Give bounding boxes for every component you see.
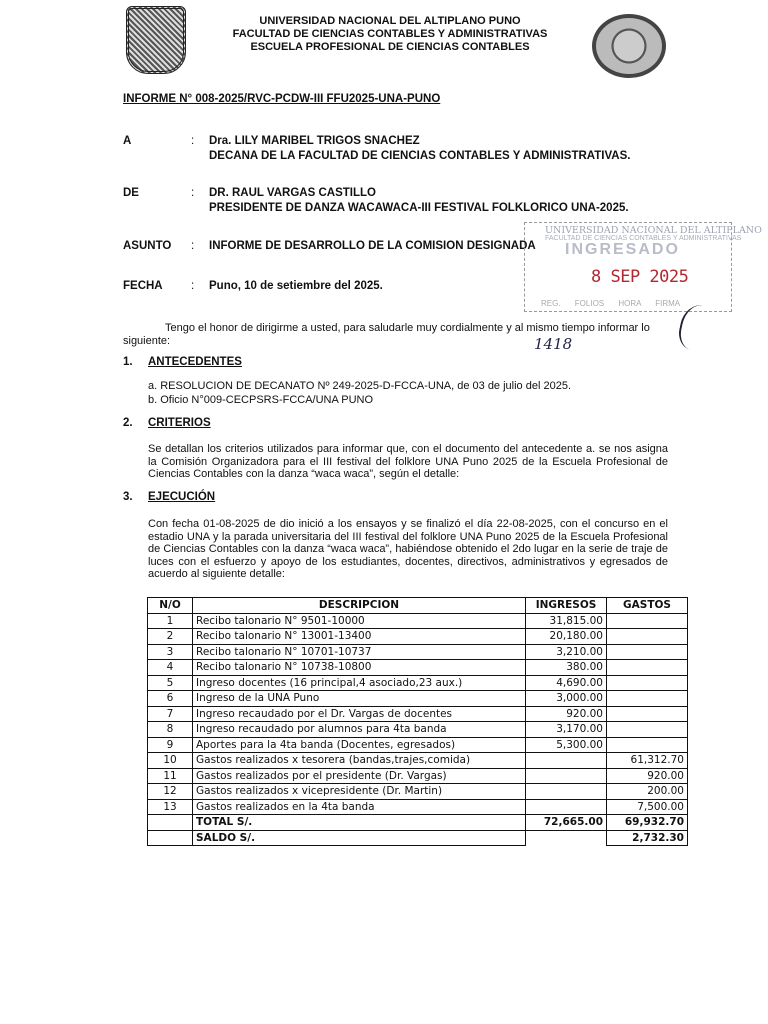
- row-description: Gastos realizados por el presidente (Dr. Vargas): [193, 768, 526, 784]
- row-ingresos: [526, 768, 607, 784]
- row-ingresos: 4,690.00: [526, 675, 607, 691]
- row-number: 12: [148, 784, 193, 800]
- section-2-text: Se detallan los criterios utilizados para informar que, con el documento del antecedente a. se nos asigna la Comisión Organizadora para el III festival del folklore UNA Puno 2025 de la Escuela Profesional de Ciencias Contables con la danza “waca waca”, según el detalle:: [148, 443, 668, 480]
- row-ingresos: [526, 784, 607, 800]
- field-fecha-colon: :: [191, 280, 195, 292]
- field-a-line2: DECANA DE LA FACULTAD DE CIENCIAS CONTABLES Y ADMINISTRATIVAS.: [209, 150, 631, 162]
- row-gastos: [607, 706, 688, 722]
- stamp-status: INGRESADO: [565, 241, 680, 258]
- field-de-line2: PRESIDENTE DE DANZA WACAWACA-III FESTIVAL FOLKLORICO UNA-2025.: [209, 202, 629, 214]
- field-a-line1: Dra. LILY MARIBEL TRIGOS SNACHEZ: [209, 135, 420, 147]
- row-number: 1: [148, 613, 193, 629]
- reception-stamp: [524, 222, 762, 312]
- col-header-desc: DESCRIPCION: [193, 598, 526, 614]
- row-ingresos: 3,170.00: [526, 722, 607, 738]
- total-empty: [148, 815, 193, 831]
- row-gastos: [607, 629, 688, 645]
- section-2-title: CRITERIOS: [148, 417, 211, 429]
- row-description: Gastos realizados x tesorera (bandas,trajes,comida): [193, 753, 526, 769]
- table-header-row: [148, 598, 688, 614]
- row-number: 11: [148, 768, 193, 784]
- field-de-colon: :: [191, 187, 195, 199]
- stamp-date: 8 SEP 2025: [591, 267, 689, 287]
- section-1-title: ANTECEDENTES: [148, 356, 242, 368]
- row-gastos: [607, 660, 688, 676]
- table-row: [148, 753, 688, 769]
- row-number: 8: [148, 722, 193, 738]
- row-gastos: 7,500.00: [607, 799, 688, 815]
- row-description: Gastos realizados en la 4ta banda: [193, 799, 526, 815]
- saldo-label: SALDO S/.: [193, 830, 526, 846]
- row-description: Recibo talonario N° 10701-10737: [193, 644, 526, 660]
- table-row: [148, 613, 688, 629]
- row-ingresos: 31,815.00: [526, 613, 607, 629]
- row-gastos: [607, 691, 688, 707]
- row-description: Ingreso de la UNA Puno: [193, 691, 526, 707]
- field-a-colon: :: [191, 135, 195, 147]
- row-number: 3: [148, 644, 193, 660]
- section-3-title: EJECUCIÓN: [148, 491, 216, 503]
- table-row: [148, 799, 688, 815]
- table-row: [148, 691, 688, 707]
- row-gastos: [607, 722, 688, 738]
- total-ingresos: 72,665.00: [526, 815, 607, 831]
- row-number: 2: [148, 629, 193, 645]
- col-header-no: N/O: [148, 598, 193, 614]
- header-faculty: FACULTAD DE CIENCIAS CONTABLES Y ADMINISTRATIVAS: [232, 28, 548, 40]
- saldo-row: [148, 830, 688, 846]
- row-description: Recibo talonario N° 13001-13400: [193, 629, 526, 645]
- row-gastos: [607, 737, 688, 753]
- table-row: [148, 784, 688, 800]
- row-gastos: 61,312.70: [607, 753, 688, 769]
- field-a-label: A: [123, 135, 132, 147]
- row-ingresos: 920.00: [526, 706, 607, 722]
- row-ingresos: 5,300.00: [526, 737, 607, 753]
- row-description: Recibo talonario N° 10738-10800: [193, 660, 526, 676]
- field-asunto-label: ASUNTO: [123, 240, 172, 252]
- row-number: 10: [148, 753, 193, 769]
- row-number: 4: [148, 660, 193, 676]
- table-row: [148, 737, 688, 753]
- table-row: [148, 644, 688, 660]
- field-fecha-label: FECHA: [123, 280, 163, 292]
- header-university: UNIVERSIDAD NACIONAL DEL ALTIPLANO PUNO: [259, 15, 521, 27]
- field-de-line1: DR. RAUL VARGAS CASTILLO: [209, 187, 376, 199]
- row-gastos: [607, 613, 688, 629]
- row-gastos: [607, 644, 688, 660]
- financial-table: [147, 597, 688, 846]
- row-description: Recibo talonario N° 9501-10000: [193, 613, 526, 629]
- header-school: ESCUELA PROFESIONAL DE CIENCIAS CONTABLES: [250, 41, 530, 53]
- row-ingresos: 20,180.00: [526, 629, 607, 645]
- row-gastos: 200.00: [607, 784, 688, 800]
- saldo-empty: [148, 830, 193, 846]
- row-ingresos: 3,210.00: [526, 644, 607, 660]
- saldo-gastos: 2,732.30: [607, 830, 688, 846]
- table-row: [148, 675, 688, 691]
- row-number: 9: [148, 737, 193, 753]
- antecedente-b: b. Oficio N°009-CECPSRS-FCCA/UNA PUNO: [148, 394, 374, 406]
- row-description: Ingreso recaudado por el Dr. Vargas de docentes: [193, 706, 526, 722]
- col-header-ingresos: INGRESOS: [526, 598, 607, 614]
- stamp-university: UNIVERSIDAD NACIONAL DEL ALTIPLANO: [545, 225, 762, 236]
- table-row: [148, 722, 688, 738]
- faculty-seal-right: [592, 14, 666, 78]
- total-row: [148, 815, 688, 831]
- field-fecha-value: Puno, 10 de setiembre del 2025.: [209, 280, 383, 292]
- field-asunto-colon: :: [191, 240, 195, 252]
- row-ingresos: [526, 799, 607, 815]
- antecedente-a: a. RESOLUCION DE DECANATO Nº 249-2025-D-FCCA-UNA, de 03 de julio del 2025.: [148, 380, 571, 392]
- intro-paragraph: Tengo el honor de dirigirme a usted, para saludarle muy cordialmente y al mismo tiempo informar lo siguiente:: [123, 322, 650, 347]
- row-number: 13: [148, 799, 193, 815]
- row-number: 6: [148, 691, 193, 707]
- stamp-faculty: FACULTAD DE CIENCIAS CONTABLES Y ADMINISTRATIVAS: [545, 235, 742, 242]
- row-number: 7: [148, 706, 193, 722]
- field-asunto-value: INFORME DE DESARROLLO DE LA COMISION DESIGNADA: [209, 240, 536, 252]
- table-row: [148, 706, 688, 722]
- total-label: TOTAL S/.: [193, 815, 526, 831]
- row-description: Gastos realizados x vicepresidente (Dr. Martin): [193, 784, 526, 800]
- row-description: Aportes para la 4ta banda (Docentes, egresados): [193, 737, 526, 753]
- table-row: [148, 660, 688, 676]
- row-ingresos: 380.00: [526, 660, 607, 676]
- handwritten-number: 1418: [534, 335, 573, 353]
- section-2-number: 2.: [123, 417, 133, 429]
- report-title: INFORME N° 008-2025/RVC-PCDW-III FFU2025-UNA-PUNO: [123, 93, 441, 105]
- table-row: [148, 768, 688, 784]
- table-row: [148, 629, 688, 645]
- total-gastos: 69,932.70: [607, 815, 688, 831]
- field-de-label: DE: [123, 187, 139, 199]
- section-1-number: 1.: [123, 356, 133, 368]
- section-3-number: 3.: [123, 491, 133, 503]
- saldo-ingresos-empty: [526, 830, 607, 846]
- row-gastos: [607, 675, 688, 691]
- row-ingresos: 3,000.00: [526, 691, 607, 707]
- row-description: Ingreso docentes (16 principal,4 asociado,23 aux.): [193, 675, 526, 691]
- stamp-labels: REG. FOLIOS HORA FIRMA: [541, 299, 681, 308]
- university-seal-left: [126, 6, 186, 74]
- row-number: 5: [148, 675, 193, 691]
- row-description: Ingreso recaudado por alumnos para 4ta banda: [193, 722, 526, 738]
- row-gastos: 920.00: [607, 768, 688, 784]
- section-3-text: Con fecha 01-08-2025 de dio inició a los ensayos y se finalizó el día 22-08-2025, con el concurso en el estadio UNA y la parada universitaria del III festival del folklore UNA Puno 2025 de la Escuela Profesional de Ciencias Contables con la danza “waca waca”, habiéndose obtenido el 2do lugar en la serie de traje de luces con el esfuerzo y apoyo de los estudiantes, docentes, directivos, administrativos y egresados de acuerdo al siguiente detalle:: [148, 518, 668, 580]
- row-ingresos: [526, 753, 607, 769]
- col-header-gastos: GASTOS: [607, 598, 688, 614]
